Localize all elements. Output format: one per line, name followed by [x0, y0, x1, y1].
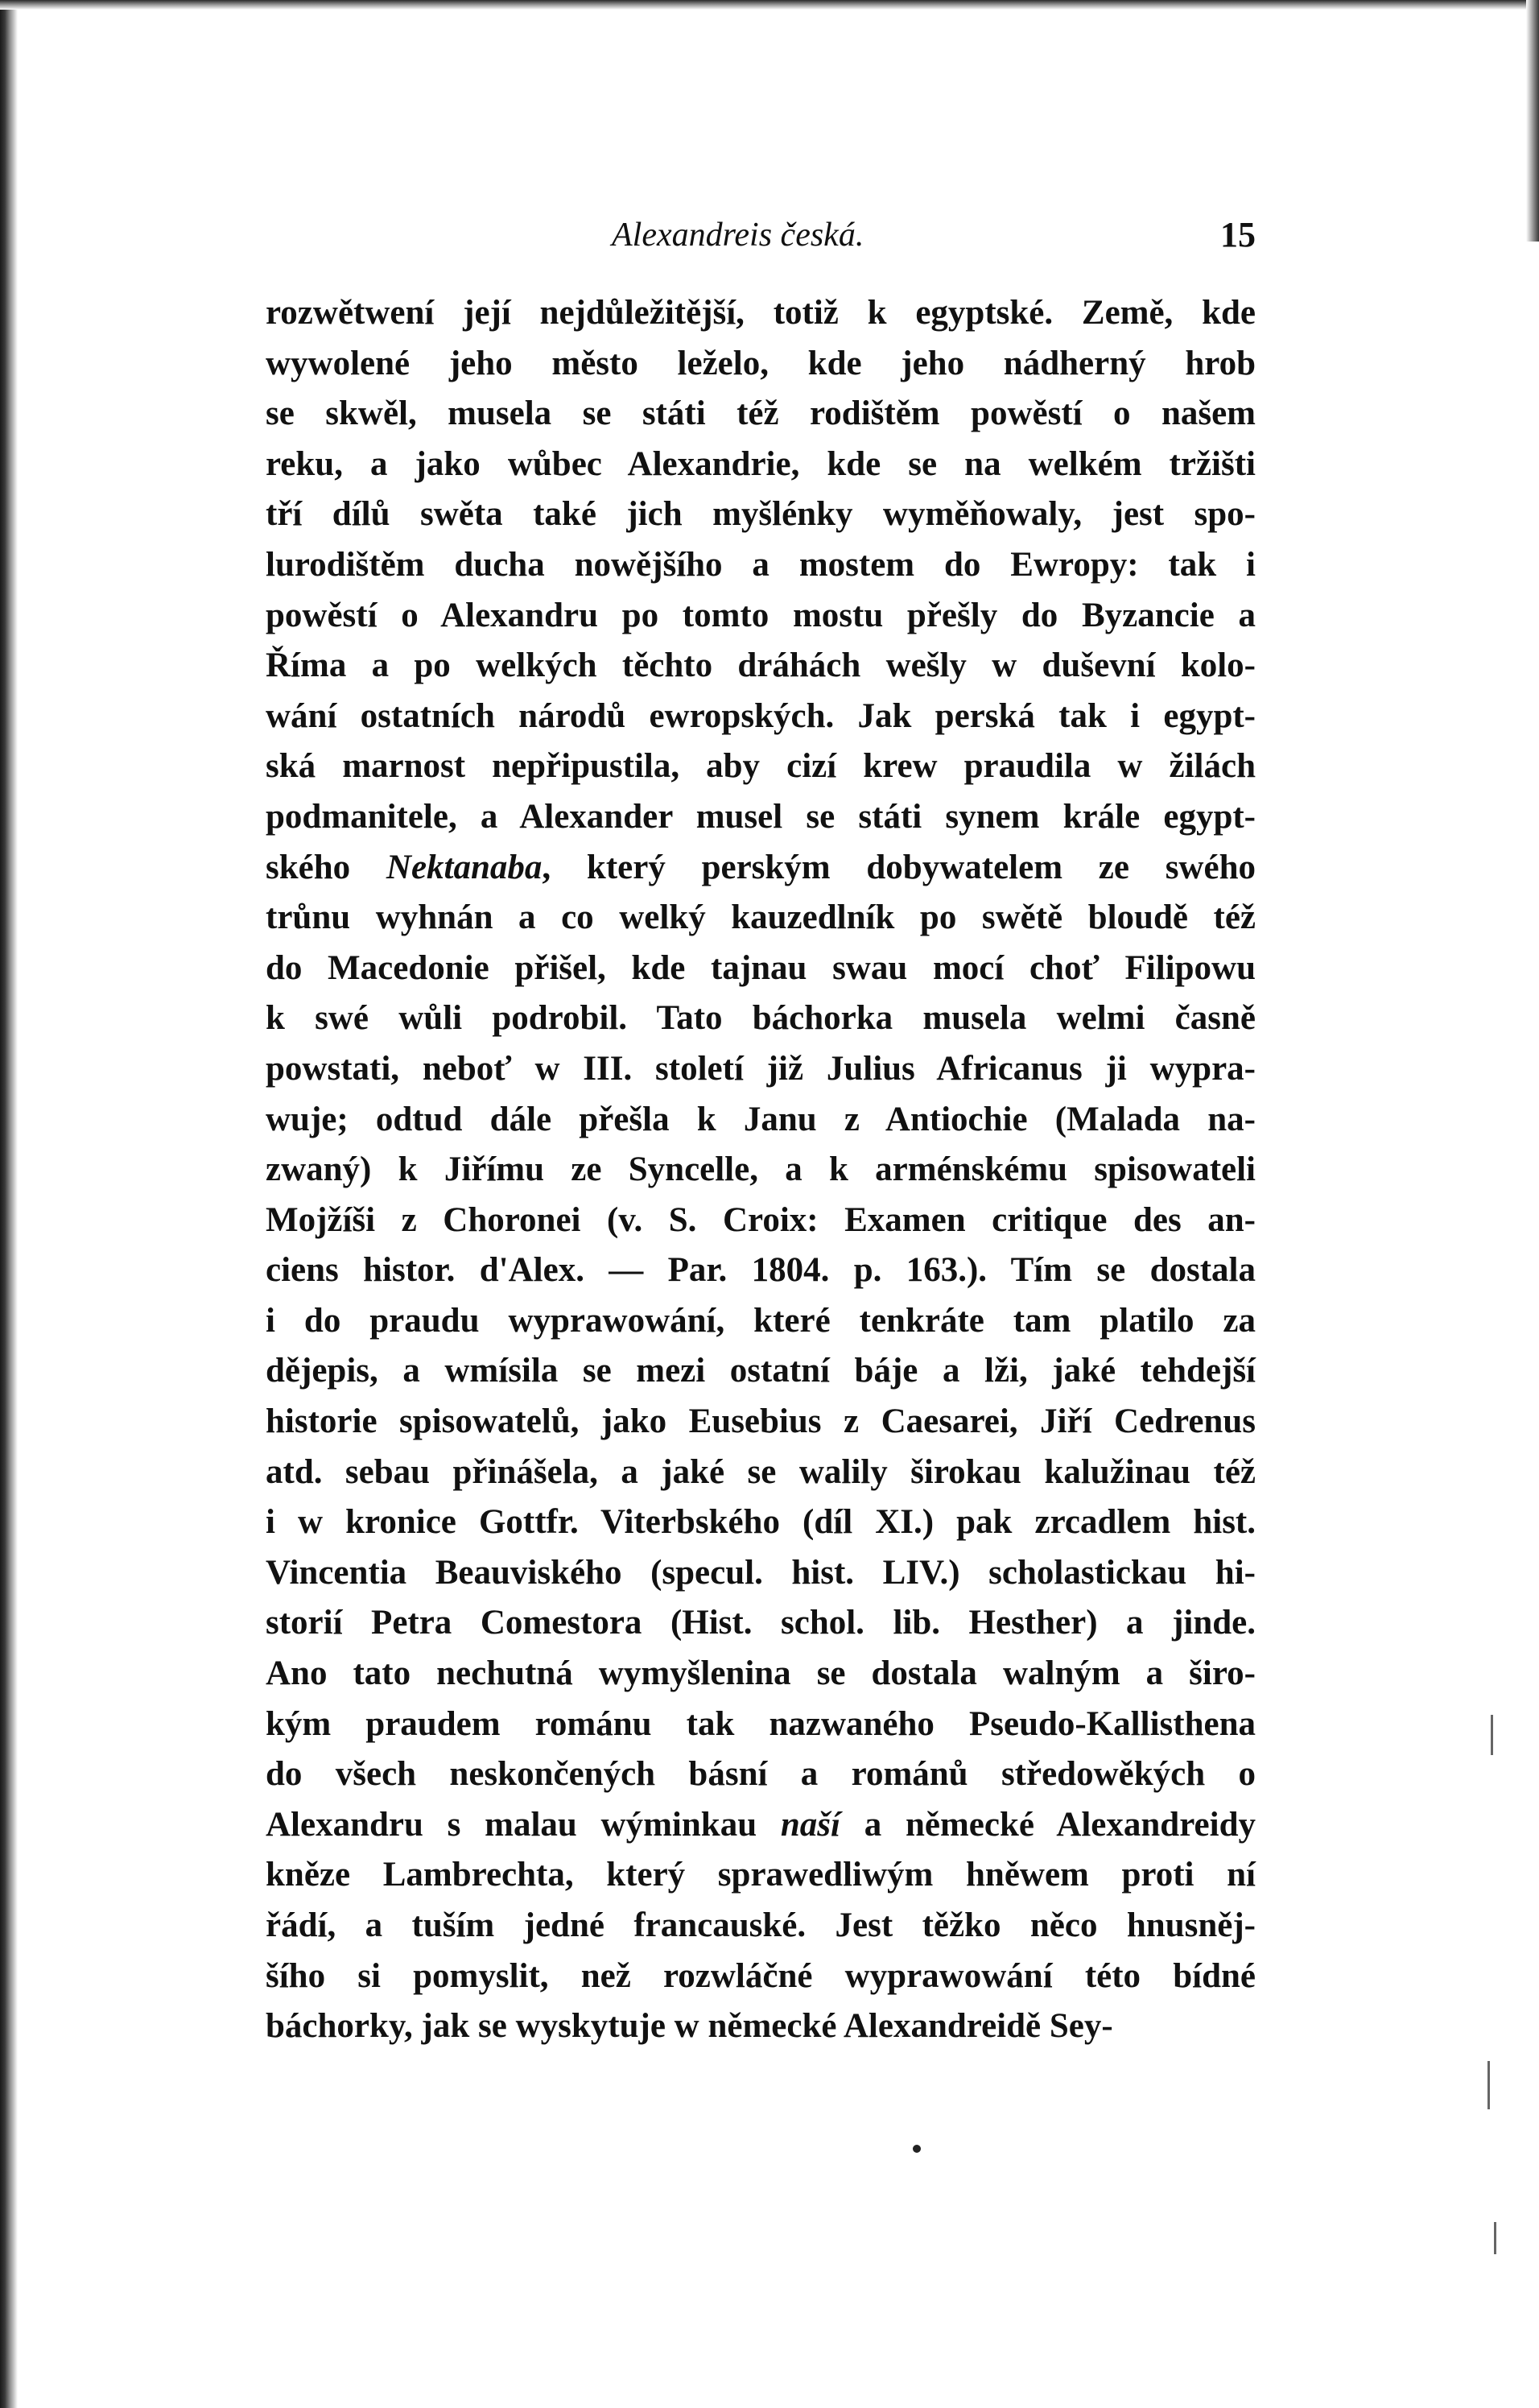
- text-line: i w kronice Gottfr. Viterbského (díl XI.) pak zrcadlem hist.: [266, 1503, 1256, 1542]
- text-line: Ano tato nechutná wymyšlenina se dostala walným a širo-: [266, 1654, 1256, 1693]
- line-fragment: Alexandru s malau wýminkau: [266, 1805, 781, 1844]
- margin-mark: [1491, 1715, 1493, 1755]
- body-text: [266, 288, 1256, 2052]
- page-scan-edge-left: [0, 0, 18, 2408]
- text-line: reku, a jako wůbec Alexandrie, kde se na welkém tržišti: [266, 444, 1256, 483]
- line-fragment: a německé Alexandreidy: [840, 1805, 1256, 1844]
- ink-speck: [913, 2145, 921, 2153]
- text-line: kněze Lambrechta, který sprawedliwým hněwem proti ní: [266, 1856, 1256, 1894]
- text-line: Vincentia Beauviského (specul. hist. LIV.) scholastickau hi-: [266, 1553, 1256, 1592]
- running-title: Alexandreis česká.: [612, 217, 864, 254]
- text-line: zwaný) k Jiřímu ze Syncelle, a k arménskému spisowateli: [266, 1150, 1256, 1189]
- text-line: atd. sebau přinášela, a jaké se walily širokau kalužinau též: [266, 1452, 1256, 1491]
- text-line-with-italic: [266, 843, 1256, 894]
- text-line: powstati, neboť w III. století již Julius Africanus ji wypra-: [266, 1049, 1256, 1088]
- text-line: historie spisowatelů, jako Eusebius z Caesarei, Jiří Cedrenus: [266, 1402, 1256, 1441]
- line-fragment: , který perským dobywatelem ze swého: [542, 848, 1256, 886]
- text-line: wání ostatních národů ewropských. Jak perská tak i egypt-: [266, 696, 1256, 735]
- text-line: šího si pomyslit, než rozwláčné wyprawowání této bídné: [266, 1956, 1256, 1995]
- text-line: trůnu wyhnán a co welký kauzedlník po swětě bloudě též: [266, 898, 1256, 937]
- text-line: wuje; odtud dále přešla k Janu z Antiochie (Malada na-: [266, 1100, 1256, 1138]
- margin-mark: [1494, 2222, 1496, 2254]
- text-line: ciens histor. d'Alex. — Par. 1804. p. 163.). Tím se dostala: [266, 1251, 1256, 1290]
- text-line-with-italic: [266, 1800, 1256, 1851]
- text-line: wywolené jeho město leželo, kde jeho nádherný hrob: [266, 344, 1256, 382]
- italic-word-nasi: naší: [780, 1805, 840, 1844]
- text-line: rozwětwení její nejdůležitější, totiž k egyptské. Země, kde: [266, 294, 1256, 332]
- text-line: k swé wůli podrobil. Tato báchorka musela welmi časně: [266, 999, 1256, 1038]
- margin-mark: [1487, 2061, 1490, 2109]
- text-line: storií Petra Comestora (Hist. schol. lib. Hesther) a jinde.: [266, 1604, 1256, 1642]
- text-line: do Macedonie přišel, kde tajnau swau mocí choť Filipowu: [266, 948, 1256, 987]
- page-scan-edge-top: [0, 0, 1539, 10]
- text-line: do všech neskončených básní a románů středowěkých o: [266, 1755, 1256, 1794]
- page-number: 15: [1220, 215, 1256, 254]
- text-line: ská marnost nepřipustila, aby cizí krew praudila w žilách: [266, 747, 1256, 786]
- line-fragment: ského: [266, 848, 386, 886]
- text-line: podmanitele, a Alexander musel se státi synem krále egypt-: [266, 797, 1256, 836]
- text-line: i do praudu wyprawowání, které tenkráte tam platilo za: [266, 1301, 1256, 1340]
- text-line: se skwěl, musela se státi též rodištěm powěstí o našem: [266, 394, 1256, 433]
- text-line: báchorky, jak se wyskytuje w německé Alexandreidě Sey-: [266, 2007, 1113, 2046]
- page-header: [266, 211, 1256, 259]
- italic-name-nektanaba: Nektanaba: [386, 848, 543, 886]
- text-line: lurodištěm ducha nowějšího a mostem do Ewropy: tak i: [266, 545, 1256, 584]
- text-line: řádí, a tuším jedné francauské. Jest těžko něco hnusněj-: [266, 1906, 1256, 1944]
- text-line: dějepis, a wmísila se mezi ostatní báje a lži, jaké tehdejší: [266, 1352, 1256, 1390]
- text-line: Mojžíši z Choronei (v. S. Croix: Examen critique des an-: [266, 1200, 1256, 1239]
- page-scan-edge-right: [1526, 0, 1539, 242]
- text-line: kým praudem románu tak nazwaného Pseudo-Kallisthena: [266, 1704, 1256, 1743]
- text-line: powěstí o Alexandru po tomto mostu přešly do Byzancie a: [266, 596, 1256, 634]
- text-line: tří dílů swěta také jich myšlénky wyměňowaly, jest spo-: [266, 495, 1256, 534]
- text-line: Říma a po welkých těchto dráhách wešly w duševní kolo-: [266, 646, 1256, 685]
